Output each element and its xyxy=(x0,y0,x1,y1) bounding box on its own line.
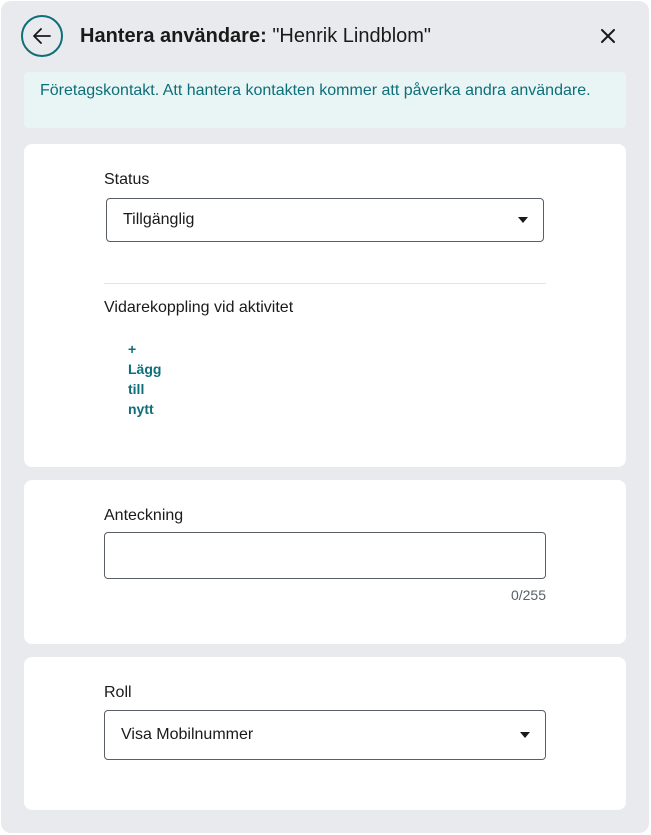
add-new-plus: + xyxy=(128,341,137,357)
back-button[interactable] xyxy=(21,15,63,57)
dialog-header xyxy=(1,1,649,71)
note-input[interactable] xyxy=(104,532,546,579)
dialog-title xyxy=(80,23,431,49)
close-icon xyxy=(601,29,615,43)
add-new-button[interactable] xyxy=(128,339,188,419)
note-label: Anteckning xyxy=(104,507,184,524)
role-card xyxy=(24,657,626,810)
arrow-left-icon xyxy=(33,28,51,44)
manage-user-dialog xyxy=(1,1,649,833)
role-label: Roll xyxy=(104,684,132,701)
note-card xyxy=(24,480,626,644)
status-card xyxy=(24,144,626,467)
dialog-title-label: Hantera användare: xyxy=(80,25,267,47)
status-select[interactable] xyxy=(106,198,544,242)
caret-down-icon xyxy=(520,732,530,738)
forwarding-label: Vidarekoppling vid aktivitet xyxy=(104,299,294,316)
caret-down-icon xyxy=(518,217,528,223)
info-banner: Företagskontakt. Att hantera kontakten kommer att påverka andra användare. xyxy=(24,72,626,128)
add-new-text-1: Lägg xyxy=(128,361,162,377)
note-char-counter: 0/255 xyxy=(510,587,546,603)
divider xyxy=(104,283,546,284)
add-new-text-2: till xyxy=(128,381,145,397)
role-select[interactable] xyxy=(104,710,546,760)
close-button[interactable] xyxy=(597,25,619,47)
status-label: Status xyxy=(104,171,150,188)
status-select-value: Tillgänglig xyxy=(123,211,195,228)
dialog-title-name: "Henrik Lindblom" xyxy=(272,25,432,47)
add-new-text-3: nytt xyxy=(128,401,154,417)
role-select-value: Visa Mobilnummer xyxy=(121,726,254,743)
